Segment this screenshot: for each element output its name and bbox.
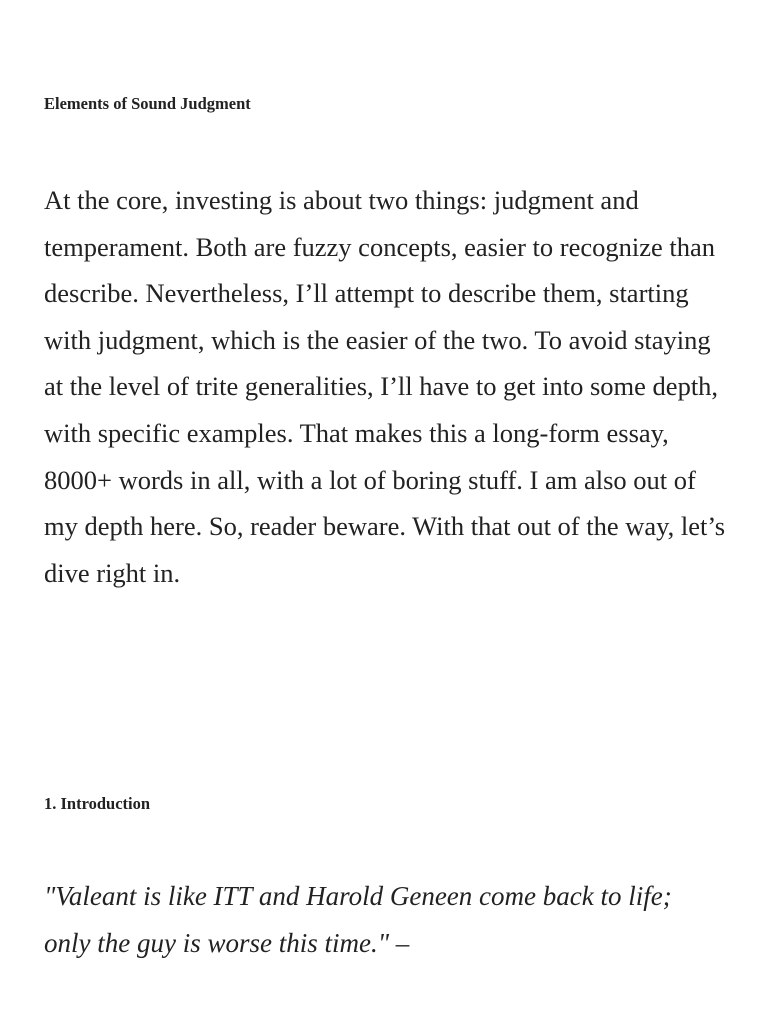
pull-quote: "Valeant is like ITT and Harold Geneen come back to life; only the guy is worse this time." – — [44, 881, 672, 958]
section-heading-introduction: 1. Introduction — [44, 794, 151, 813]
intro-paragraph: At the core, investing is about two things: judgment and temperament. Both are fuzzy concepts, easier to recognize than describe. Nevertheless, I’ll attempt to describe them, starting with judgment, which is the easier of the two. To avoid staying at the level of trite generalities, I’ll have to get into some depth, with specific examples. That makes this a long-form essay, 8000+ words in all, with a lot of boring stuff. I am also out of my depth here. So, reader beware. With that out of the way, let’s dive right in. — [44, 185, 726, 588]
document-title: Elements of Sound Judgment — [44, 94, 251, 113]
